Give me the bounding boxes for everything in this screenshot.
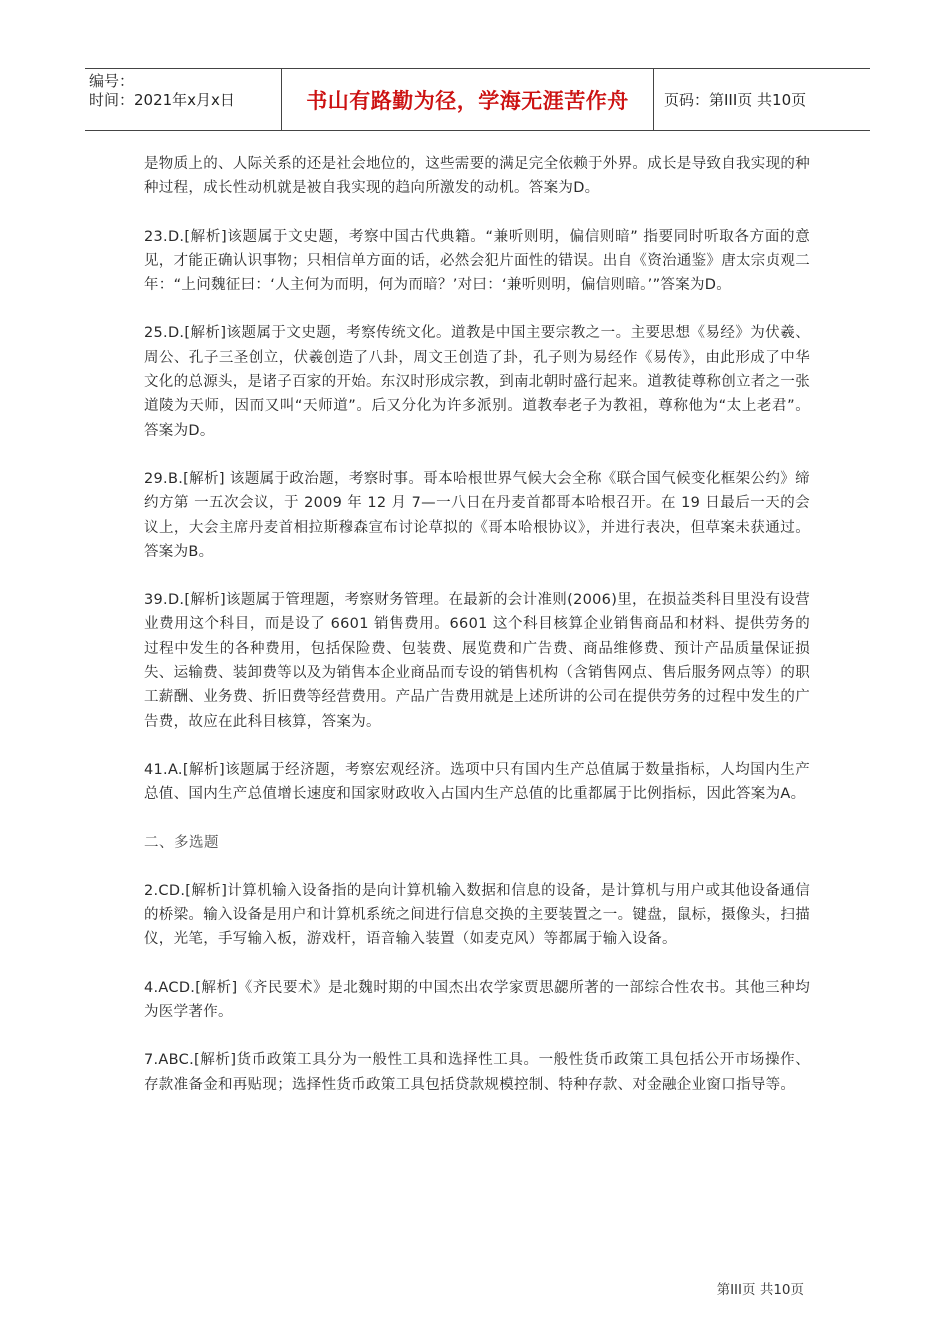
paragraph: 29.B.[解析] 该题属于政治题，考察时事。哥本哈根世界气候大会全称《联合国气候变化框架公约》缔约方第 一五次会议，于 2009 年 12 月 7—一八日在丹麦首都哥本哈根召开。在 19 日最后一天的会议上，大会主席丹麦首相拉斯穆森宣布讨论草拟的《哥本哈根协议》，并进行表决，但草案未获通过。答案为B。 xyxy=(144,470,810,560)
time-label: 时间：2021年x月x日 xyxy=(89,91,235,109)
number-label: 编号： xyxy=(89,72,135,90)
paragraph: 25.D.[解析]该题属于文史题，考察传统文化。道教是中国主要宗教之一。主要思想《易经》为伏羲、周公、孔子三圣创立，伏羲创造了八卦，周文王创造了卦，孔子则为易经作《易传》，由此形成了中华文化的总源头，是诸子百家的开始。东汉时形成宗教，到南北朝时盛行起来。道教徒尊称创立者之一张道陵为天师，因而又叫“天师道”。后又分化为许多派别。道教奉老子为教祖，尊称他为“太上老君”。答案为D。 xyxy=(144,325,810,439)
page-footer: 第III页 共10页 xyxy=(716,1282,804,1298)
header-motto: 书山有路勤为径，学海无涯苦作舟 xyxy=(282,69,654,130)
document-body xyxy=(144,152,810,1121)
header-meta xyxy=(85,69,282,130)
page-header xyxy=(85,68,870,131)
paragraph: 2.CD.[解析]计算机输入设备指的是向计算机输入数据和信息的设备，是计算机与用户或其他设备通信的桥梁。输入设备是用户和计算机系统之间进行信息交换的主要装置之一。键盘，鼠标，摄像头，扫描仪，光笔，手写输入板，游戏杆，语音输入装置（如麦克风）等都属于输入设备。 xyxy=(144,882,810,948)
paragraph: 39.D.[解析]该题属于管理题，考察财务管理。在最新的会计准则(2006)里，在损益类科目里没有设营业费用这个科目，而是设了 6601 销售费用。6601 这个科目核算企业销售商品和材料、提供劳务的过程中发生的各种费用，包括保险费、包装费、展览费和广告费、商品维修费、预计产品质量保证损失、运输费、装卸费等以及为销售本企业商品而专设的销售机构（含销售网点、售后服务网点等）的职工薪酬、业务费、折旧费等经营费用。产品广告费用就是上述所讲的公司在提供劳务的过程中发生的广告费，故应在此科目核算，答案为。 xyxy=(144,592,810,730)
paragraph: 41.A.[解析]该题属于经济题，考察宏观经济。选项中只有国内生产总值属于数量指标，人均国内生产总值、国内生产总值增长速度和国家财政收入占国内生产总值的比重都属于比例指标，因此答案为A。 xyxy=(144,761,810,803)
paragraph: 是物质上的、人际关系的还是社会地位的，这些需要的满足完全依赖于外界。成长是导致自我实现的种种过程，成长性动机就是被自我实现的趋向所激发的动机。答案为D。 xyxy=(144,156,810,197)
paragraph: 7.ABC.[解析]货币政策工具分为一般性工具和选择性工具。一般性货币政策工具包括公开市场操作、存款准备金和再贴现；选择性货币政策工具包括贷款规模控制、特种存款、对金融企业窗口指导等。 xyxy=(144,1052,810,1093)
paragraph: 4.ACD.[解析]《齐民要术》是北魏时期的中国杰出农学家贾思勰所著的一部综合性农书。其他三种均为医学著作。 xyxy=(144,979,810,1021)
header-page-code: 页码：第III页 共10页 xyxy=(664,91,807,109)
paragraph: 23.D.[解析]该题属于文史题，考察中国古代典籍。“兼听则明，偏信则暗” 指要同时听取各方面的意见，才能正确认识事物；只相信单方面的话，必然会犯片面性的错误。出自《资治通鉴》唐太宗贞观二年：“上问魏征曰：‘人主何为而明，何为而暗？’对曰：‘兼听则明，偏信则暗。’”答案为D。 xyxy=(144,228,810,294)
section-title: 二、多选题 xyxy=(144,834,219,851)
